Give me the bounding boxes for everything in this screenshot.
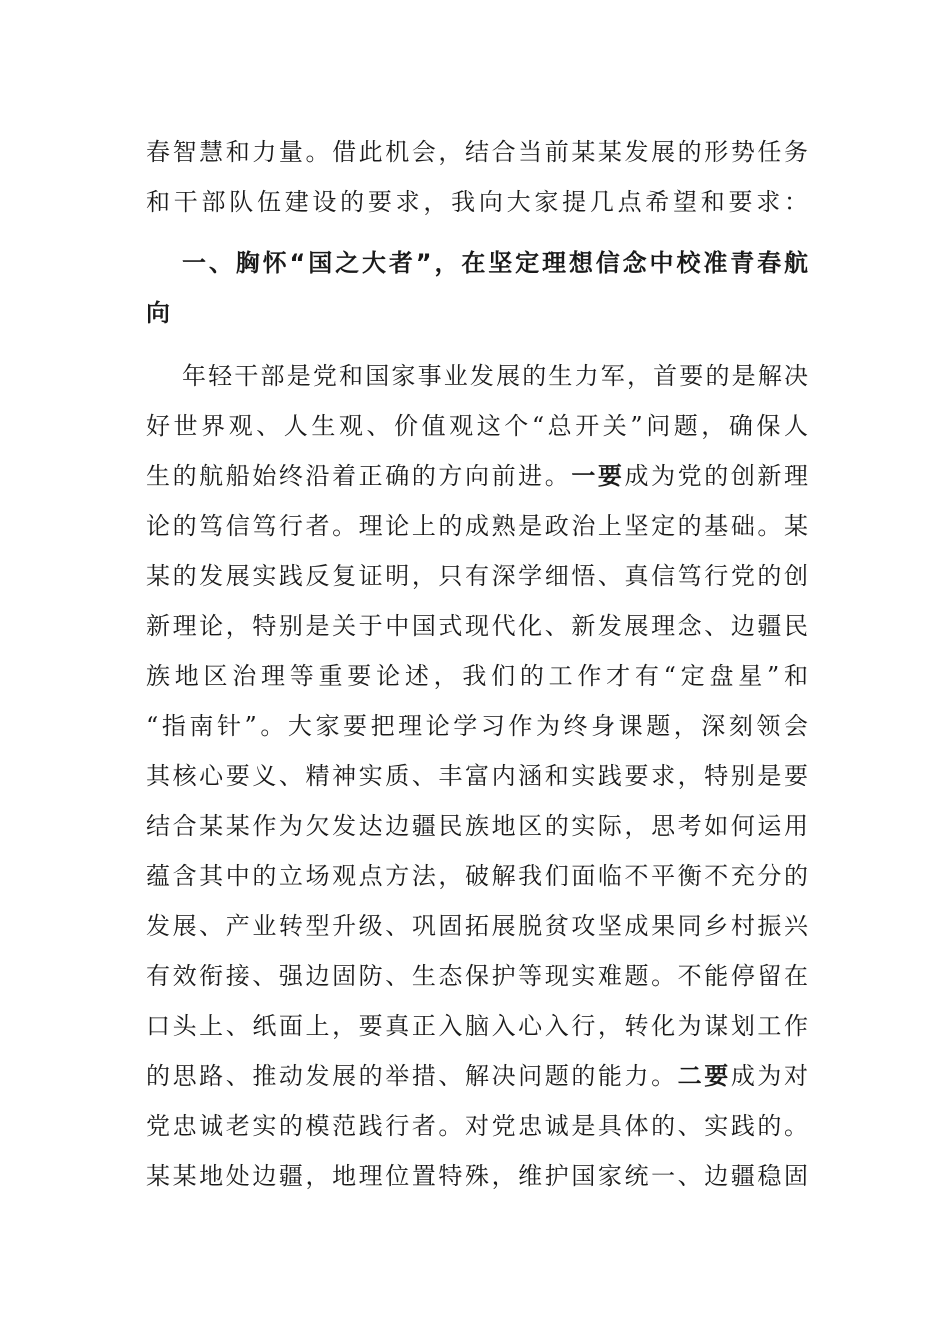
paragraph-line-11: 蕴含其中的立场观点方法，破解我们面临不平衡不充分的: [146, 862, 808, 890]
paragraph-line-13: 有效衔接、强边固防、生态保护等现实难题。不能停留在: [146, 962, 808, 990]
paragraph-line-7: 族地区治理等重要论述，我们的工作才有“定盘星”和: [146, 662, 808, 690]
paragraph-line-15-text-a: 的思路、推动发展的举措、解决问题的能力。: [146, 1062, 678, 1090]
paragraph-line-6: 新理论，特别是关于中国式现代化、新发展理念、边疆民: [146, 612, 808, 640]
paragraph-line-17: 某某地处边疆，地理位置特殊，维护国家统一、边疆稳固: [146, 1162, 808, 1190]
paragraph-line-2: 好世界观、人生观、价值观这个“总开关”问题，确保人: [146, 412, 808, 440]
paragraph-line-3: [146, 459, 808, 493]
paragraph-line-3-text-b: 成为党的创新理: [624, 462, 809, 490]
paragraph-line-4: 论的笃信笃行者。理论上的成熟是政治上坚定的基础。某: [146, 512, 808, 540]
paragraph-line-12: 发展、产业转型升级、巩固拓展脱贫攻坚成果同乡村振兴: [146, 912, 808, 940]
paragraph-line-1: 年轻干部是党和国家事业发展的生力军，首要的是解决: [182, 362, 808, 390]
emphasis-er-yao: 二要: [677, 1061, 731, 1090]
paragraph-line-3-text-a: 生的航船始终沿着正确的方向前进。: [146, 462, 572, 490]
paragraph-line-15-text-b: 成为对: [730, 1062, 809, 1090]
intro-line-2: 和干部队伍建设的要求，我向大家提几点希望和要求：: [146, 188, 808, 216]
section-heading-line-1: 一、胸怀“国之大者”，在坚定理想信念中校准青春航: [182, 249, 808, 277]
paragraph-line-8: “指南针”。大家要把理论学习作为终身课题，深刻领会: [146, 712, 808, 740]
paragraph-line-5: 某的发展实践反复证明，只有深学细悟、真信笃行党的创: [146, 562, 808, 590]
section-heading-line-2: 向: [146, 299, 170, 327]
emphasis-yi-yao: 一要: [571, 461, 625, 490]
paragraph-line-16: 党忠诚老实的模范践行者。对党忠诚是具体的、实践的。: [146, 1112, 808, 1140]
paragraph-line-9: 其核心要义、精神实质、丰富内涵和实践要求，特别是要: [146, 762, 808, 790]
paragraph-line-15: [146, 1059, 808, 1093]
paragraph-line-10: 结合某某作为欠发达边疆民族地区的实际，思考如何运用: [146, 812, 808, 840]
intro-line-1: 春智慧和力量。借此机会，结合当前某某发展的形势任务: [146, 138, 808, 166]
paragraph-line-14: 口头上、纸面上，要真正入脑入心入行，转化为谋划工作: [146, 1012, 808, 1040]
